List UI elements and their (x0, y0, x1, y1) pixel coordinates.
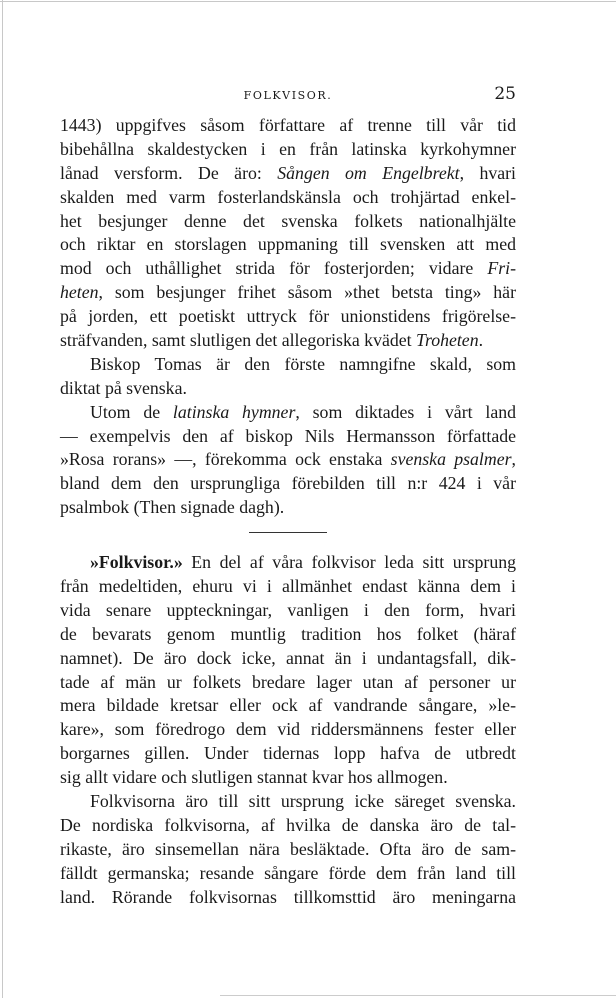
text-line: mera bildade kretsar eller ock af vandrande sångare, »le- (60, 695, 516, 716)
text-line: De nordiska folkvisorna, af hvilka de danska äro de tal- (60, 814, 516, 835)
text-line: från medeltiden, ehuru vi i allmänhet endast känna dem i (60, 576, 516, 597)
scan-edge-bottom (220, 995, 616, 996)
text-line: bibehållna skaldestycken i en från latinska kyrkohymner (60, 138, 516, 159)
text-line: — exempelvis den af biskop Nils Hermansson författade (60, 425, 516, 446)
text-line: »Rosa rorans» —, förekomma ock enstaka svenska psalmer, (60, 449, 516, 470)
text-line: Folkvisorna äro till sitt ursprung icke säreget svenska. (90, 791, 516, 812)
paragraph (60, 114, 516, 353)
work-title: heten (60, 282, 99, 303)
text-line: »Folkvisor.» En del af våra folkvisor leda sitt ursprung (90, 552, 516, 573)
emphasis: svenska psalmer (390, 449, 512, 470)
text-line: heten, som besjunger frihet såsom »thet betsta ting» här (60, 282, 516, 303)
text-line: på jorden, ett poetiskt uttryck för unionstidens frigörelse- (60, 306, 516, 327)
text-line: land. Rörande folkvisornas tillkomsttid äro meningarna (60, 886, 516, 907)
text-line: vida senare uppteckningar, vanligen i den form, hvari (60, 599, 516, 620)
text-line: 1443) uppgifves såsom författare af trenne till vår tid (60, 115, 516, 135)
work-title: Sången om Engelbrekt (277, 162, 460, 183)
work-title: Fri- (487, 258, 516, 279)
section-heading: »Folkvisor.» (90, 552, 183, 573)
running-head: FOLKVISOR. (243, 89, 333, 102)
text-line: fälldt germanska; resande sångare förde dem från land till (60, 862, 516, 883)
text-line: och riktar en storslagen uppmaning till svensken att med (60, 234, 516, 255)
text-line: bland dem den ursprungliga förebilden till n:r 424 i vår (60, 473, 516, 494)
section-divider (60, 520, 516, 542)
text-line: Utom de latinska hymner, som diktades i vårt land (90, 401, 516, 422)
work-title: Troheten (416, 330, 479, 351)
text-line: rikaste, äro sinsemellan nära besläktade. Ofta äro de sam- (60, 838, 516, 859)
paragraph (60, 551, 516, 790)
text-line: sträfvanden, samt slutligen det allegoriska kvädet Troheten. (60, 330, 484, 351)
text-line: kare», som föredrogo dem vid riddersmännens fester eller (60, 719, 516, 740)
page-header (60, 84, 516, 104)
text-line: het besjunger denne det svenska folkets nationalhjälte (60, 210, 516, 231)
scan-edge-top (0, 1, 616, 2)
scan-edge-left (2, 0, 3, 998)
text-line: de bevarats genom muntlig tradition hos folket (häraf (60, 623, 516, 644)
spacer (60, 542, 516, 551)
text-line: sig allt vidare och slutligen stannat kvar hos allmogen. (60, 767, 448, 788)
paragraph (60, 353, 516, 401)
text-line: namnet). De äro dock icke, annat än i undantagsfall, dik- (60, 647, 516, 668)
paragraph (60, 401, 516, 520)
page-number: 25 (494, 84, 516, 104)
text-line: psalmbok (Then signade dagh). (60, 497, 285, 518)
paragraph (60, 790, 516, 909)
text-line: diktat på svenska. (60, 377, 187, 398)
text-line: tade af män ur folkets bredare lager utan af personer ur (60, 671, 516, 692)
emphasis: latinska hymner (172, 401, 296, 422)
text-line: Biskop Tomas är den förste namngifne skald, som (90, 353, 516, 374)
text-line: borgarnes gillen. Under tidernas lopp hafva de utbredt (60, 743, 516, 764)
page-body (60, 114, 516, 910)
text-line: skalden med varm fosterlandskänsla och trohjärtad enkel- (60, 186, 516, 207)
text-line: lånad versform. De äro: Sången om Engelbrekt, hvari (60, 162, 516, 183)
text-line: mod och uthållighet strida för fosterjorden; vidare Fri- (60, 258, 516, 279)
